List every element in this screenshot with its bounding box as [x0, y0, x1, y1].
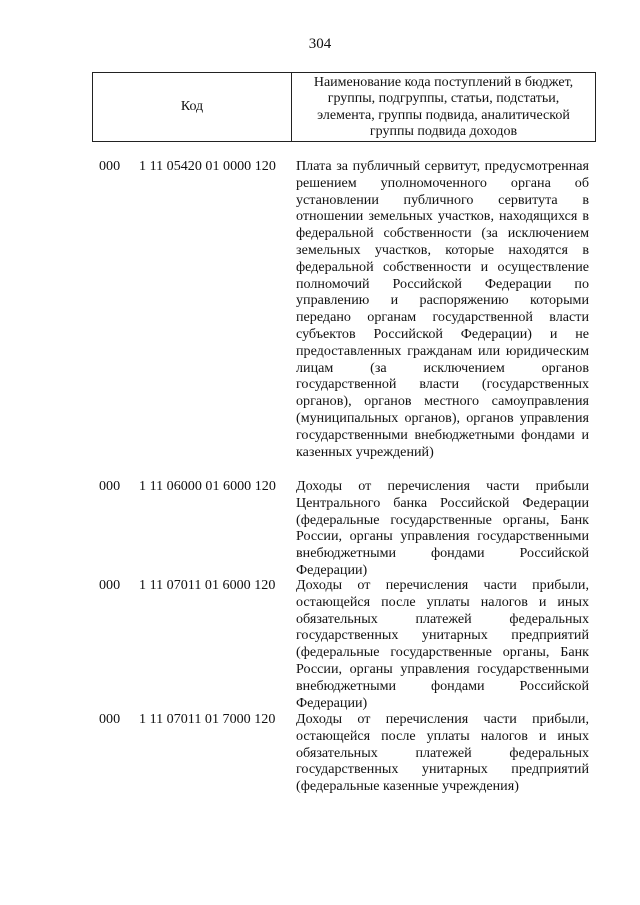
- page-number: 304: [308, 36, 332, 52]
- revenue-code: 1 11 07011 01 6000 120: [139, 577, 276, 593]
- admin-code: 000: [99, 577, 121, 593]
- revenue-description: Плата за публичный сервитут, предусмотренная решением уполномоченного органа об установлении публичного сервитута в отношении земельных участков, находящихся в федеральной собственности (за исключением земельных участков, которые находятся в федеральной собственности и осуществление полномочий Российской Федерации по управлению и распоряжению которыми передано органам государственной власти субъектов Российской Федерации) и не предоставленных гражданам или юридическим лицам (за исключением органов государственной власти (государственных органов), органов местного самоуправления (муниципальных органов), органов управления государственными внебюджетными фондами и казенных учреждений): [296, 158, 589, 460]
- column-header-name: Наименование кода поступлений в бюджет, группы, подгруппы, статьи, подстатьи, элемента, группы подвида, аналитической группы подвида доходов: [313, 75, 574, 140]
- revenue-code: 1 11 06000 01 6000 120: [139, 478, 276, 494]
- admin-code: 000: [99, 711, 121, 727]
- table-header: [92, 72, 596, 142]
- admin-code: 000: [99, 478, 121, 494]
- admin-code: 000: [99, 158, 121, 174]
- revenue-description: Доходы от перечисления части прибыли Центрального банка Российской Федерации (федеральные государственные органы, Банк России, органы управления государственными внебюджетными фондами Российской Федерации): [296, 478, 589, 578]
- revenue-code: 1 11 05420 01 0000 120: [139, 158, 276, 174]
- revenue-description: Доходы от перечисления части прибыли, остающейся после уплаты налогов и иных обязательных платежей федеральных государственных унитарных предприятий (федеральные казенные учреждения): [296, 711, 589, 795]
- revenue-description: Доходы от перечисления части прибыли, остающейся после уплаты налогов и иных обязательных платежей федеральных государственных унитарных предприятий (федеральные государственные органы, Банк России, органы управления государственными внебюджетными фондами Российской Федерации): [296, 577, 589, 711]
- revenue-code: 1 11 07011 01 7000 120: [139, 711, 276, 727]
- column-header-code: Код: [93, 73, 292, 141]
